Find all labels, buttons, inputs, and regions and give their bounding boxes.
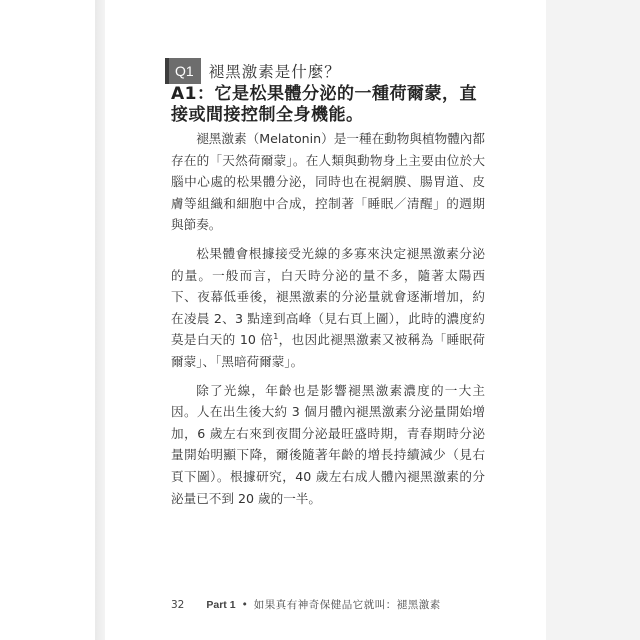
- paragraph-3: [171, 380, 485, 510]
- page-edge-background: [546, 0, 640, 640]
- paragraph-2: [171, 243, 485, 373]
- footer-separator: •: [241, 598, 248, 611]
- paragraph-1: [171, 128, 485, 236]
- page-footer: [171, 597, 441, 612]
- book-page: [105, 0, 546, 640]
- question-heading: [165, 58, 341, 84]
- answer-heading: A1：它是松果體分泌的一種荷爾蒙，直接或間接控制全身機能。: [171, 84, 477, 125]
- body-text: [171, 128, 485, 516]
- paragraph-text: 松果體會根據接受光線的多寡來決定褪黑激素分泌的量。一般而言，白天時分泌的量不多，隨著太陽西下、夜幕低垂後，褪黑激素的分泌量就會逐漸增加，約在凌晨 2、3 點達到高峰（見右頁上圖），此時的濃度約莫是白天的 10 倍: [171, 245, 485, 348]
- paragraph-text-cont: ，也因此褪黑激素又被稱為「睡眠荷爾蒙」、「黑暗荷爾蒙」。: [171, 332, 485, 369]
- paragraph-text: 除了光線，年齡也是影響褪黑激素濃度的一大主因。人在出生後大約 3 個月體內褪黑激素分泌量開始增加，6 歲左右來到夜間分泌最旺盛時期，青春期時分泌量開始明顯下降，爾後隨著年齡的增長持續減少（見右頁下圖）。根據研究，40 歲左右成人體內褪黑激素的分泌量已不到 20 歲的一半。: [171, 382, 485, 506]
- chapter-title: 如果真有神奇保健品它就叫：褪黑激素: [253, 599, 441, 611]
- page-number: 32: [171, 598, 185, 611]
- question-badge: Q1: [165, 58, 201, 84]
- question-text: 褪黑激素是什麼？: [208, 63, 341, 81]
- part-label: Part 1: [206, 598, 236, 611]
- footnote-ref: 1: [273, 332, 279, 342]
- paragraph-text: 褪黑激素（Melatonin）是一種在動物與植物體內都存在的「天然荷爾蒙」。在人類與動物身上主要由位於大腦中心處的松果體分泌，同時也在視網膜、腸胃道、皮膚等組織和細胞中合成，控制著「睡眠／清醒」的週期與節奏。: [171, 131, 485, 233]
